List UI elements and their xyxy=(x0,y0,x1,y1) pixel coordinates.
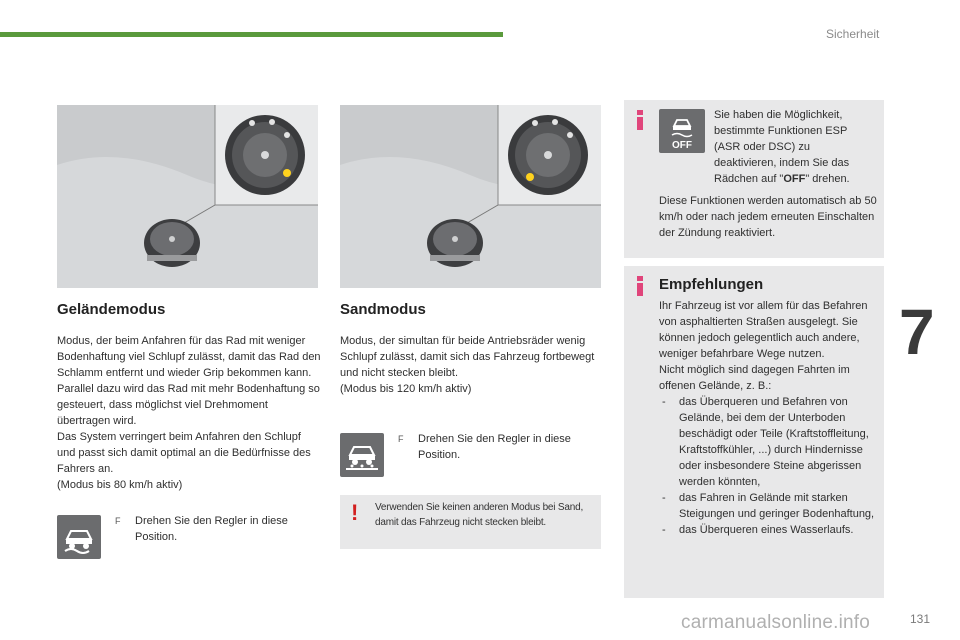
info-icon xyxy=(637,110,643,130)
recommendations-title: Empfehlungen xyxy=(659,276,764,293)
step-marker: F xyxy=(115,516,121,526)
gelaende-step xyxy=(115,513,315,545)
sand-description xyxy=(340,333,605,397)
esp-info-text-after: " drehen. xyxy=(805,173,850,185)
recommendations-body xyxy=(659,298,881,538)
sand-step-text: Drehen Sie den Regler in diese Position. xyxy=(418,433,571,461)
recommendations-list xyxy=(659,394,881,538)
recommendations-intro: Ihr Fahrzeug ist vor allem für das Befahren von asphaltierten Straßen ausgelegt. Sie können jedoch gelegentlich auch andere, weniger befahrbare Wege nutzen. xyxy=(659,300,868,360)
gelaende-paragraph: Modus, der beim Anfahren für das Rad mit weniger Bodenhaftung viel Schlupf zulässt, damit das Rad den Schlamm entfernt und wieder Grip bekommen kann. Parallel dazu wird das Rad mit mehr Bodenhaftung so gesteuert, dass möglichst viel Drehmoment übertragen wird. xyxy=(57,335,321,427)
mud-mode-icon xyxy=(57,515,101,559)
esp-info-text-bold: OFF xyxy=(783,173,806,185)
sand-photo xyxy=(340,105,601,288)
chapter-number: 7 xyxy=(899,296,935,368)
gelaende-description xyxy=(57,333,322,493)
sand-mode-icon xyxy=(340,433,384,477)
list-item: - das Überqueren und Befahren von Gelände, bei dem der Unterboden beschädigt oder Teile (Kraftstoffleitung, Kraftstoffkühler, ...) durch Hindernisse oder insbesondere Steine abgerissen werden könnten, xyxy=(659,394,881,490)
esp-off-icon xyxy=(659,109,705,153)
warning-icon: ! xyxy=(351,500,359,525)
watermark: carmanualsonline.info xyxy=(681,612,871,633)
sand-step xyxy=(398,431,598,463)
gelaende-photo xyxy=(57,105,318,288)
step-marker: F xyxy=(398,434,404,444)
sand-title: Sandmodus xyxy=(340,301,426,318)
gelaende-paragraph: (Modus bis 80 km/h aktiv) xyxy=(57,479,183,491)
sand-paragraph: (Modus bis 120 km/h aktiv) xyxy=(340,383,472,395)
gelaende-title: Geländemodus xyxy=(57,301,166,318)
esp-info-text xyxy=(714,107,874,187)
recommendations-intro2: Nicht möglich sind dagegen Fahrten im offenen Gelände, z. B.: xyxy=(659,364,850,392)
gelaende-paragraph: Das System verringert beim Anfahren den Schlupf und passt sich damit optimal an die Bedürfnisse des Fahrers an. xyxy=(57,431,311,475)
list-item: - das Fahren in Gelände mit starken Steigungen und geringer Bodenhaftung, xyxy=(659,490,881,522)
esp-reactivation-text: Diese Funktionen werden automatisch ab 50 km/h oder nach jedem erneuten Einschalten der Zündung reaktiviert. xyxy=(659,195,877,239)
sand-paragraph: Modus, der simultan für beide Antriebsräder wenig Schlupf zulässt, damit sich das Fahrzeug fortbewegt und nicht stecken bleibt. xyxy=(340,335,595,379)
top-accent-bar xyxy=(0,32,503,37)
section-label: Sicherheit xyxy=(826,27,880,41)
esp-off-label: OFF xyxy=(672,140,692,151)
gelaende-step-text: Drehen Sie den Regler in diese Position. xyxy=(135,515,288,543)
page-number: 131 xyxy=(910,612,931,626)
esp-info-text-before: Sie haben die Möglichkeit, bestimmte Funktionen ESP (ASR oder DSC) zu deaktivieren, indem Sie das Rädchen auf " xyxy=(714,109,850,185)
list-item: - das Überqueren eines Wasserlaufs. xyxy=(659,522,881,538)
info-icon xyxy=(637,276,643,296)
sand-warning-text: Verwenden Sie keinen anderen Modus bei Sand, damit das Fahrzeug nicht stecken bleibt. xyxy=(375,502,584,528)
